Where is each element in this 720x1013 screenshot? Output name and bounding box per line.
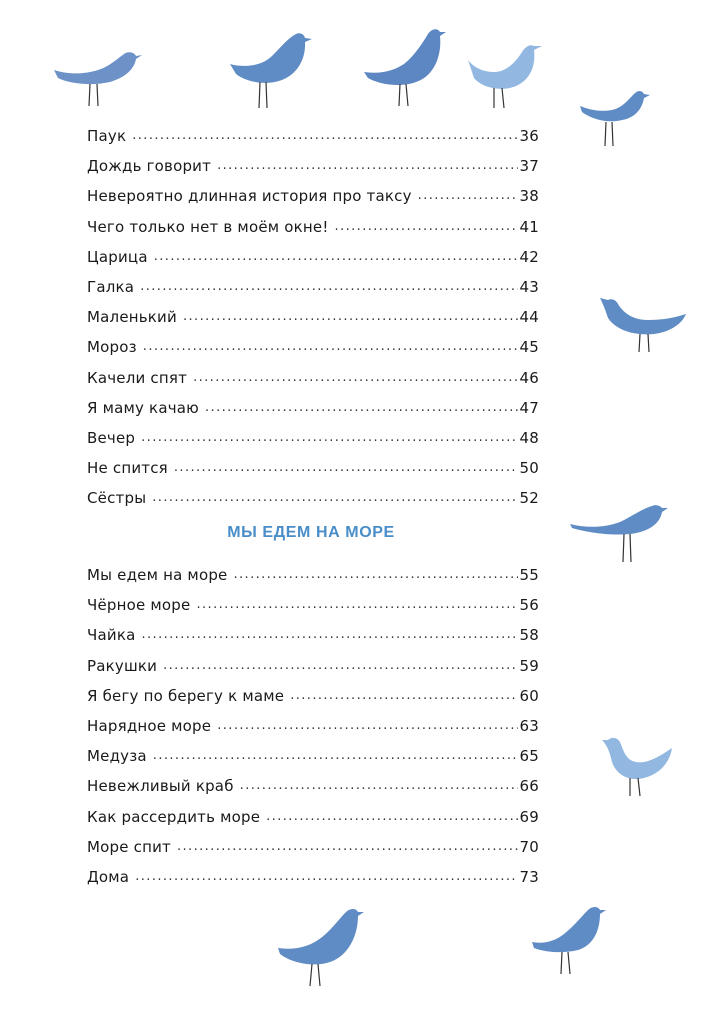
toc-entry-title: Галка bbox=[87, 278, 135, 296]
toc-leader-dots bbox=[141, 625, 517, 645]
toc-leader-dots bbox=[153, 746, 518, 766]
toc-entry bbox=[87, 561, 539, 585]
toc-entry-page: 48 bbox=[519, 429, 539, 447]
toc-leader-dots bbox=[233, 565, 517, 585]
toc-entry-title: Медуза bbox=[87, 747, 147, 766]
toc-leader-dots bbox=[418, 186, 518, 206]
toc-entry-page: 42 bbox=[519, 247, 539, 266]
toc-leader-dots bbox=[335, 217, 518, 237]
bird-icon bbox=[598, 294, 688, 354]
toc-entry bbox=[87, 484, 539, 508]
toc-entry-page: 45 bbox=[519, 338, 539, 357]
toc-entry-page: 47 bbox=[519, 398, 539, 417]
toc-entry-page: 37 bbox=[519, 157, 539, 176]
toc-entry bbox=[87, 682, 539, 706]
toc-entry-page: 66 bbox=[519, 777, 539, 796]
toc-entry-page: 65 bbox=[519, 747, 539, 766]
toc-leader-dots bbox=[240, 776, 518, 796]
toc-leader-dots bbox=[177, 837, 518, 857]
toc-entry bbox=[87, 152, 539, 176]
toc-entry bbox=[87, 122, 539, 146]
bird-icon bbox=[578, 86, 652, 148]
toc-entry bbox=[87, 772, 539, 796]
bird-icon bbox=[276, 904, 366, 988]
toc-leader-dots bbox=[141, 428, 517, 448]
toc-entry bbox=[87, 394, 539, 418]
toc-leader-dots bbox=[163, 656, 517, 676]
toc-entry-title: Чёрное море bbox=[87, 596, 191, 615]
toc-entry bbox=[87, 424, 539, 448]
toc-entry-page: 38 bbox=[519, 187, 539, 206]
toc-entry bbox=[87, 652, 539, 676]
toc-entry bbox=[87, 213, 539, 237]
toc-entry-title: Мороз bbox=[87, 338, 137, 357]
toc-entry-page: 36 bbox=[519, 127, 539, 145]
toc-entry-page: 46 bbox=[519, 368, 539, 387]
toc-entry-page: 43 bbox=[519, 278, 539, 296]
toc-leader-dots bbox=[135, 867, 517, 887]
toc-entry-title: Я маму качаю bbox=[87, 398, 199, 417]
toc-leader-dots bbox=[140, 277, 517, 297]
toc-entry bbox=[87, 621, 539, 645]
toc-entry-title: Чайка bbox=[87, 626, 136, 645]
bird-icon bbox=[362, 24, 448, 108]
toc-entry-title: Качели спят bbox=[87, 368, 188, 387]
bird-icon bbox=[52, 48, 144, 108]
toc-entry-title: Я бегу по берегу к маме bbox=[87, 686, 285, 705]
toc-entry-title: Ракушки bbox=[87, 656, 158, 675]
toc-entry bbox=[87, 803, 539, 827]
toc-entry-page: 69 bbox=[519, 807, 539, 826]
toc-entry-page: 44 bbox=[519, 308, 539, 327]
toc-entry bbox=[87, 273, 539, 297]
toc-leader-dots bbox=[132, 126, 517, 146]
toc-entry bbox=[87, 333, 539, 357]
toc-leader-dots bbox=[193, 368, 517, 388]
toc-entry-title: Царица bbox=[87, 247, 148, 266]
toc-leader-dots bbox=[183, 307, 518, 327]
toc-entry-page: 50 bbox=[519, 459, 539, 478]
toc-entry-title: Мы едем на море bbox=[87, 566, 228, 584]
toc-entry-title: Чего только нет в моём окне! bbox=[87, 217, 329, 236]
toc-leader-dots bbox=[154, 247, 518, 267]
bird-icon bbox=[226, 30, 312, 110]
toc-leader-dots bbox=[290, 686, 517, 706]
toc-leader-dots bbox=[152, 488, 517, 508]
toc-leader-dots bbox=[217, 156, 517, 176]
toc-entry-page: 59 bbox=[519, 656, 539, 675]
toc-entry-page: 58 bbox=[519, 626, 539, 645]
toc-entry-page: 70 bbox=[519, 837, 539, 856]
toc-entry-page: 56 bbox=[519, 596, 539, 615]
toc-entry bbox=[87, 742, 539, 766]
toc-entry-page: 41 bbox=[519, 217, 539, 236]
toc-entry bbox=[87, 303, 539, 327]
toc-entry bbox=[87, 364, 539, 388]
toc-leader-dots bbox=[196, 595, 517, 615]
toc-entry-title: Невежливый краб bbox=[87, 777, 234, 796]
toc-leader-dots bbox=[174, 458, 518, 478]
toc-entry bbox=[87, 591, 539, 615]
toc-entry-page: 63 bbox=[519, 717, 539, 735]
toc-entry bbox=[87, 243, 539, 267]
toc-entry-page: 73 bbox=[519, 868, 539, 886]
toc-entry-title: Дождь говорит bbox=[87, 157, 212, 176]
toc-entry-title: Маленький bbox=[87, 308, 177, 327]
toc-entry-title: Сёстры bbox=[87, 489, 147, 508]
toc-entry-title: Море спит bbox=[87, 837, 171, 856]
toc-entry-title: Вечер bbox=[87, 429, 136, 447]
bird-icon bbox=[600, 734, 674, 798]
toc-entry-page: 60 bbox=[519, 686, 539, 705]
section-heading: МЫ ЕДЕМ НА МОРЕ bbox=[227, 524, 395, 541]
toc-entry bbox=[87, 833, 539, 857]
toc-entry-page: 52 bbox=[519, 489, 539, 508]
bird-icon bbox=[530, 902, 610, 976]
toc-entry-page: 55 bbox=[519, 566, 539, 584]
toc-entry-title: Нарядное море bbox=[87, 717, 212, 735]
toc-leader-dots bbox=[217, 716, 517, 736]
toc-leader-dots bbox=[266, 807, 517, 827]
bird-icon bbox=[466, 40, 544, 110]
toc-entry-title: Невероятно длинная история про таксу bbox=[87, 187, 412, 206]
toc-entry bbox=[87, 182, 539, 206]
toc-entry bbox=[87, 712, 539, 736]
toc-entry bbox=[87, 863, 539, 887]
toc-entry-title: Паук bbox=[87, 127, 127, 145]
toc-entry bbox=[87, 454, 539, 478]
toc-entry-title: Как рассердить море bbox=[87, 807, 261, 826]
toc-entry-title: Дома bbox=[87, 868, 130, 886]
toc-entry-title: Не спится bbox=[87, 459, 168, 478]
toc-leader-dots bbox=[143, 337, 518, 357]
toc-leader-dots bbox=[205, 398, 518, 418]
